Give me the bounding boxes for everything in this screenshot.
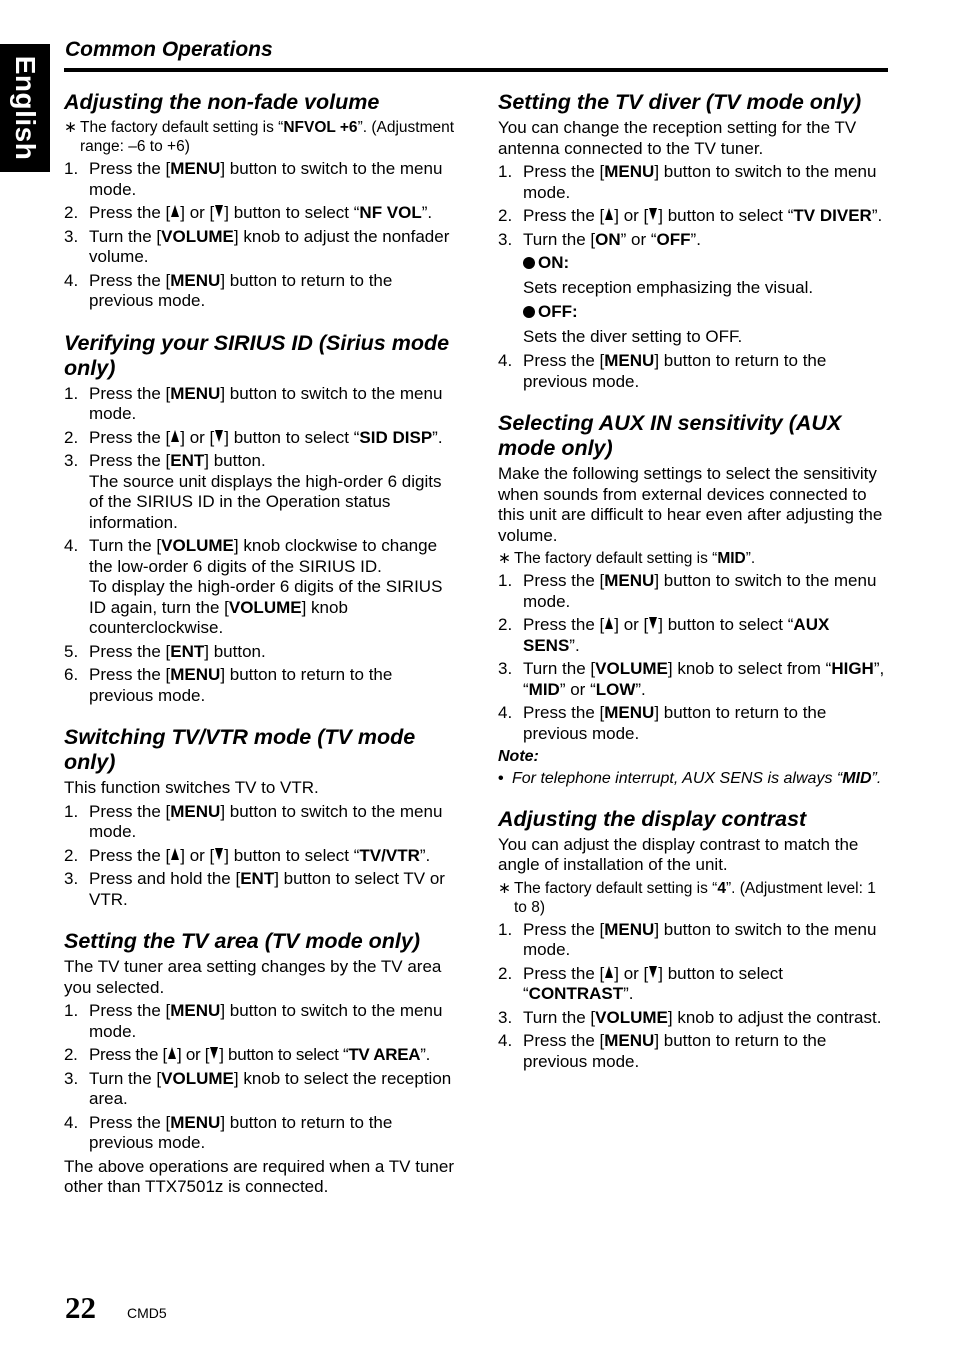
step-4: 4. Press the [MENU] button to return to the previous mode. bbox=[498, 351, 827, 391]
steps bbox=[498, 162, 888, 392]
step-2: 2. Press the [ ] or [ ] button to select “NF VOL”. bbox=[64, 203, 433, 222]
step-6: 6. Press the [MENU] button to return to the previous mode. bbox=[64, 665, 393, 705]
step-1: 1. Press the [MENU] button to switch to the menu mode. bbox=[64, 383, 443, 423]
page-number: 22 bbox=[65, 1290, 96, 1325]
language-tab bbox=[0, 44, 50, 172]
section-contrast bbox=[498, 807, 888, 1073]
footnote: ∗ The factory default setting is “NFVOL +6”. (Adjustment range: –6 to +6) bbox=[64, 119, 455, 155]
down-arrow-icon bbox=[649, 208, 657, 220]
step-4: 4. Press the [MENU] button to return to the previous mode. bbox=[498, 1031, 827, 1071]
down-arrow-icon bbox=[649, 966, 657, 978]
intro: You can change the reception setting for the TV antenna connected to the TV tuner. bbox=[498, 118, 857, 158]
step-2: 2. Press the [ ] or [ ] button to select “SID DISP”. bbox=[64, 427, 443, 447]
up-arrow-icon bbox=[605, 617, 613, 629]
steps bbox=[64, 159, 456, 312]
step-4: 4. Turn the [VOLUME] knob clockwise to change the low-order 6 digits of the SIRIUS ID. To display the high-order 6 digits of the SIRIUS ID again, turn the [VOLUME] knob counterclockwise. bbox=[64, 536, 443, 637]
bullet-dot-icon bbox=[523, 306, 535, 318]
section-title: Setting the TV area (TV mode only) bbox=[64, 929, 420, 953]
section-title: Verifying your SIRIUS ID (Sirius mode only) bbox=[64, 330, 450, 380]
down-arrow-icon bbox=[215, 430, 223, 442]
step-3: 3. Turn the [VOLUME] knob to adjust the contrast. bbox=[498, 1007, 882, 1027]
up-arrow-icon bbox=[171, 205, 179, 217]
section-tv-diver bbox=[498, 90, 888, 392]
step-3: 3. Press the [ENT] button. The source unit displays the high-order 6 digits of the SIRIUS ID in the Operation status information. bbox=[64, 451, 442, 532]
left-column bbox=[64, 90, 456, 1217]
down-arrow-icon bbox=[215, 205, 223, 217]
note-text: • For telephone interrupt, AUX SENS is always “MID”. bbox=[498, 769, 882, 787]
steps bbox=[64, 802, 456, 911]
footnote: ∗ The factory default setting is “4”. (Adjustment level: 1 to 8) bbox=[498, 879, 876, 916]
step-2: 2. Press the [ ] or [ ] button to select “TV AREA”. bbox=[64, 1045, 431, 1064]
section-tv-vtr bbox=[64, 725, 456, 910]
down-arrow-icon bbox=[210, 1047, 218, 1059]
step-3: 3. Turn the [ON” or “OFF”. ON: Sets reception emphasizing the visual. OFF: Sets the diver setting to OFF. bbox=[498, 230, 888, 348]
intro: Make the following settings to select the sensitivity when sounds from external devices connected to this unit are difficult to hear even after adjusting the volume. bbox=[498, 464, 883, 545]
step-3: 3. Press and hold the [ENT] button to select TV or VTR. bbox=[64, 869, 445, 909]
up-arrow-icon bbox=[168, 1047, 176, 1059]
step-2: 2. Press the [ ] or [ ] button to select “CONTRAST”. bbox=[498, 963, 784, 1003]
outro: The above operations are required when a TV tuner other than TTX7501z is connected. bbox=[64, 1156, 454, 1196]
footnote: ∗ The factory default setting is “MID”. bbox=[498, 550, 756, 567]
steps bbox=[498, 920, 888, 1073]
section-title: Adjusting the display contrast bbox=[498, 806, 807, 831]
step-5: 5. Press the [ENT] button. bbox=[64, 641, 266, 661]
section-title: Switching TV/VTR mode (TV mode only) bbox=[64, 725, 416, 774]
step-2: 2. Press the [ ] or [ ] button to select “AUX SENS”. bbox=[498, 615, 830, 655]
steps bbox=[498, 571, 888, 744]
up-arrow-icon bbox=[605, 208, 613, 220]
step-3: 3. Turn the [VOLUME] knob to adjust the nonfader volume. bbox=[64, 226, 450, 266]
down-arrow-icon bbox=[215, 848, 223, 860]
step-1: 1. Press the [MENU] button to switch to the menu mode. bbox=[498, 571, 877, 611]
step-4: 4. Press the [MENU] button to return to the previous mode. bbox=[64, 270, 393, 310]
intro: The TV tuner area setting changes by the TV area you selected. bbox=[64, 957, 442, 997]
intro: This function switches TV to VTR. bbox=[64, 778, 319, 797]
step-4: 4. Press the [MENU] button to return to the previous mode. bbox=[64, 1112, 393, 1152]
section-title: Selecting AUX IN sensitivity (AUX mode only) bbox=[498, 411, 842, 460]
up-arrow-icon bbox=[605, 966, 613, 978]
step-4: 4. Press the [MENU] button to return to the previous mode. bbox=[498, 703, 827, 743]
right-column bbox=[498, 90, 888, 1091]
bullet-dot-icon bbox=[523, 257, 535, 269]
section-header: Common Operations bbox=[65, 38, 273, 61]
language-label: English bbox=[10, 55, 41, 161]
section-nonfade bbox=[64, 90, 456, 312]
steps bbox=[64, 384, 456, 707]
up-arrow-icon bbox=[171, 430, 179, 442]
header-rule bbox=[64, 68, 888, 72]
section-title: Setting the TV diver (TV mode only) bbox=[498, 90, 862, 114]
up-arrow-icon bbox=[171, 848, 179, 860]
step-1: 1. Press the [MENU] button to switch to the menu mode. bbox=[64, 1001, 443, 1041]
step-1: 1. Press the [MENU] button to switch to the menu mode. bbox=[64, 801, 443, 841]
step-1: 1. Press the [MENU] button to switch to the menu mode. bbox=[64, 159, 443, 199]
section-tv-area bbox=[64, 929, 456, 1198]
note-title: Note: bbox=[498, 748, 539, 765]
step-3: 3. Turn the [VOLUME] knob to select from “HIGH”, “MID” or “LOW”. bbox=[498, 659, 885, 699]
option-off: OFF: Sets the diver setting to OFF. bbox=[523, 302, 743, 346]
step-1: 1. Press the [MENU] button to switch to the menu mode. bbox=[498, 919, 877, 959]
steps bbox=[64, 1001, 456, 1154]
down-arrow-icon bbox=[649, 617, 657, 629]
model-code: CMD5 bbox=[127, 1305, 167, 1321]
intro: You can adjust the display contrast to match the angle of installation of the unit. bbox=[498, 834, 859, 874]
step-2: 2. Press the [ ] or [ ] button to select “TV DIVER”. bbox=[498, 206, 883, 225]
section-sirius bbox=[64, 331, 456, 707]
step-1: 1. Press the [MENU] button to switch to the menu mode. bbox=[498, 162, 877, 202]
section-title: Adjusting the non-fade volume bbox=[64, 90, 380, 114]
step-2: 2. Press the [ ] or [ ] button to select “TV/VTR”. bbox=[64, 845, 431, 865]
step-3: 3. Turn the [VOLUME] knob to select the reception area. bbox=[64, 1068, 452, 1108]
section-aux-sens bbox=[498, 411, 888, 788]
option-on: ON: Sets reception emphasizing the visual. bbox=[523, 253, 814, 297]
